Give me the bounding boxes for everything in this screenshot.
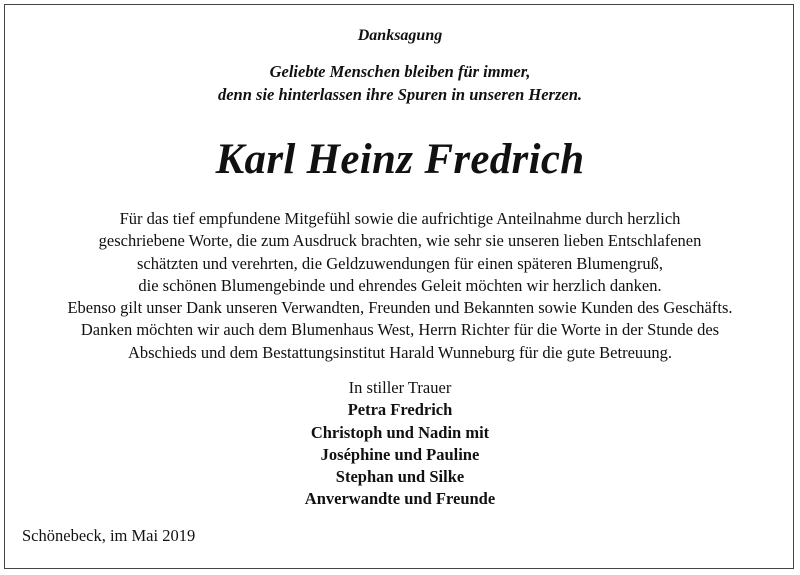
thanks-line: geschriebene Worte, die zum Ausdruck brachten, wie sehr sie unseren lieben Entschlafenen [98, 231, 702, 251]
thanks-line: Für das tief empfundene Mitgefühl sowie die aufrichtige Anteilnahme durch herzlich [119, 209, 681, 228]
quote-line-2: denn sie hinterlassen ihre Spuren in unseren Herzen. [217, 85, 582, 104]
thanks-paragraph [0, 208, 800, 364]
thanks-line: Ebenso gilt unser Dank unseren Verwandten, Freunden und Bekannten sowie Kunden des Geschäfts. [67, 298, 733, 318]
mourner-name: Anverwandte und Freunde [304, 489, 496, 509]
quote-line-1: Geliebte Menschen bleiben für immer, [269, 62, 531, 81]
mourner-name: Christoph und Nadin mit [310, 422, 490, 442]
mourners-block [0, 377, 800, 511]
thanks-line: die schönen Blumengebinde und ehrendes Geleit möchten wir herzlich danken. [138, 275, 662, 295]
mourner-name: Stephan und Silke [335, 467, 465, 487]
thanks-line: Danken möchten wir auch dem Blumenhaus West, Herrn Richter für die Worte in der Stunde des [80, 320, 720, 340]
mourner-name: Petra Fredrich [347, 400, 453, 420]
thanks-line: schätzten und verehrten, die Geldzuwendungen für einen späteren Blumengruß, [137, 253, 663, 273]
deceased-name: Karl Heinz Fredrich [215, 136, 585, 183]
thanks-line: Abschieds und dem Bestattungsinstitut Harald Wunneburg für die gute Betreuung. [127, 342, 673, 362]
place-date: Schönebeck, im Mai 2019 [22, 526, 196, 545]
notice-heading: Danksagung [357, 27, 443, 44]
mourner-name: Joséphine und Pauline [320, 444, 480, 464]
mourning-intro: In stiller Trauer [348, 378, 452, 397]
